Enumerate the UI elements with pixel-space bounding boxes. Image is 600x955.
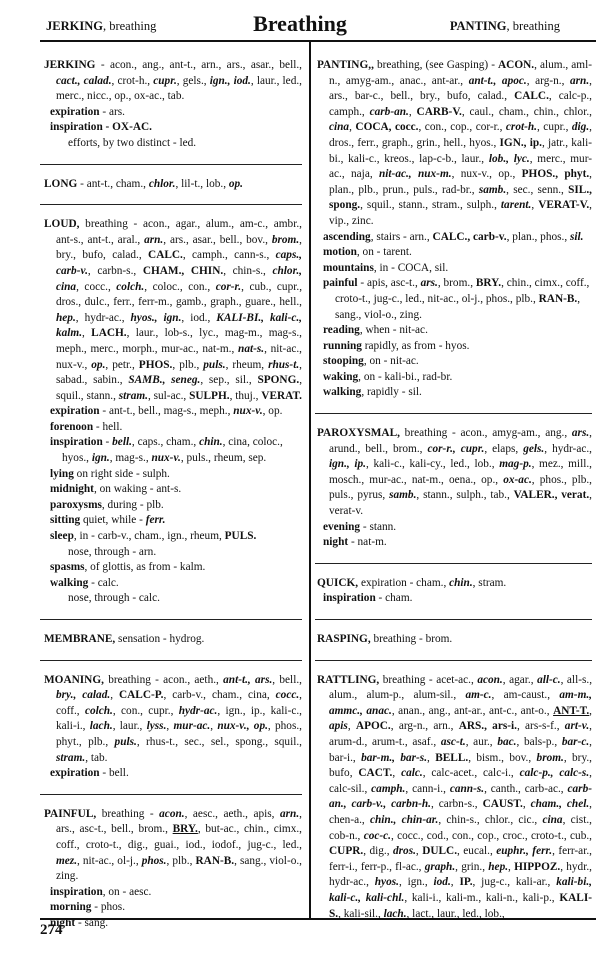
left-column	[44, 58, 302, 932]
divider	[315, 563, 592, 564]
divider	[40, 204, 302, 205]
divider	[40, 794, 302, 795]
entry-moaning: MOANING, breathing - acon., aeth., ant-t., ars., bell., bry., calad., CALC-P., carb-v., cham., cina, cocc., coff., colch., con., cupr., hydr-ac., ign., ip., kali-c., kali-i., lach., laur., lyss., mur-ac., nux-v., op., phos., phyt., plb., puls., rhus-t., sec., sel., spong., squil., stram., tab. expiration - bell.	[44, 673, 302, 780]
divider	[315, 413, 592, 414]
entry-long: LONG - ant-t., cham., chlor., lil-t., lob., op.	[44, 177, 243, 190]
divider	[40, 164, 302, 165]
divider	[40, 619, 302, 620]
entry-rattling: RATTLING, breathing - acet-ac., acon., agar., all-c., all-s., alum., alum-p., alum-sil., am-c., am-caust., am-m., ammc., anac., anan., ang., ant-ar., ant-c., ant-o., ANT-T., apis, APOC., arg-n., arn., ARS., ars-i., ars-s-f., art-v., arum-d., arum-t., asaf., asc-t., aur., bac., bals-p., bar-c., bar-i., bar-m., bar-s., BELL., bism., bov., brom., bry., bufo, CACT., calc., calc-acet., calc-i., calc-p., calc-s., calc-sil., camph., cann-i., cann-s., canth., carb-ac., carb-an., carb-v., carbn-h., carbn-s., CAUST., cham., chel., chen-a., chin., chin-ar., chin-s., chlor., cic., cina, cist., cob-n., coc-c., cocc., cod., con., cop., croc., croto-t., cub., CUPR., dig., dros., DULC., eucal., euphr., ferr., ferr-ar., ferr-i., ferr-p., fl-ac., graph., grin., hep., HIPPOZ., hydr., hydr-ac., hyos., ign., iod., IP., jug-c., kali-ar., kali-bi., kali-c., kali-chl., kali-i., kali-m., kali-n., kali-p., KALI-S., kali-sil., lach., lact., laur., led., lob.,	[317, 673, 593, 920]
divider	[315, 660, 592, 661]
header-rule	[40, 40, 596, 42]
divider	[40, 660, 302, 661]
entry-rasping: RASPING, breathing - brom.	[317, 633, 453, 645]
right-column	[317, 58, 592, 922]
header-title: Breathing	[253, 11, 347, 36]
entry-panting: PANTING,, breathing, (see Gasping) - ACON., alum., aml-n., amyg-am., anac., ant-ar., ant-t., apoc., arg-n., arn., ars., bar-c., bell., bry., bufo, calad., CALC., calc-p., camph., carb-an., CARB-V., caul., cham., chin., chlor., cina, COCA, cocc., con., cop., cor-r., crot-h., cupr., dig., dros., ferr., graph., grin., hell., hyos., IGN., ip., jatr., kali-bi., kali-c., kreos., lap-c-b., laur., lob., lyc., merc., mur-ac., naja, nit-ac., nux-m., nux-v., op., PHOS., phyt., plan., plb., prun., puls., rad-br., samb., sec., senn., SIL., spong., squil., stann., stram., sulph., tarent., VERAT-V., vip., zinc. ascending, stairs - arn., CALC., carb-v., plan., phos., sil. motion, on - tarent. mountains, in - COCA, sil. painful - apis, asc-t., ars., brom., BRY., chin., cimx., coff., croto-t., jug-c., led., nit-ac., ol-j., phos., plb., RAN-B., sang., viol-o., zing. reading, when - nit-ac. running rapidly, as from - hyos. stooping, on - nit-ac. waking, on - kali-bi., rad-br. walking, rapidly - sil.	[317, 59, 592, 399]
column-divider	[309, 42, 311, 918]
entry-painful: PAINFUL, breathing - acon., aesc., aeth., apis, arn., ars., asc-t., bell., brom., BRY., but-ac., chin., cimx., coff., croto-t., dig., guai., iod., iodof., jug-c., led., mez., nit-ac., ol-j., phos., plb., RAN-B., sang., viol-o., zing. inspiration, on - aesc. morning - phos. night - sang.	[44, 807, 303, 929]
entry-jerking: JERKING - acon., ang., ant-t., arn., ars., asar., bell., cact., calad., crot-h., cupr., gels., ign., iod., laur., led., merc., nicc., op., ox-ac., tab. expiration - ars. inspiration - OX-AC. efforts, by two distinct - led.	[44, 59, 302, 149]
divider	[315, 619, 592, 620]
header-left-guideword: JERKING, breathing	[46, 19, 157, 33]
page-header	[0, 0, 600, 40]
entry-loud: LOUD, breathing - acon., agar., alum., am-c., ambr., ant-s., ant-t., aral., arn., ars., asar., bell., bov., brom., bry., bufo, calad., CALC., camph., cann-s., caps., carb-v., carbn-s., CHAM., CHIN., chin-s., chlor., cina, cocc., colch., coloc., con., cor-r., cub., cupr., dros., dulc., ferr., ferr-m., gamb., graph., guare., hell., hep., hydr-ac., hyos., ign., iod., KALI-BI., kali-c., kalm., LACH., laur., lob-s., lyc., mag-m., mag-s., meph., merc., morph., mur-ac., nat-m., nat-s., nit-ac., nux-v., op., petr., PHOS., plb., puls., rheum, rhus-t., sabad., sabin., SAMB., seneg., sep., sil., SPONG., squil., stann., stram., sul-ac., SULPH., thuj., VERAT. expiration - ant-t., bell., mag-s., meph., nux-v., op. forenoon - hell. inspiration - bell., caps., cham., chin., cina, coloc., hyos., ign., mag-s., nux-v., puls., rheum, sep. lying on right side - sulph. midnight, on waking - ant-s. paroxysms, during - plb. sitting quiet, while - ferr. sleep, in - carb-v., cham., ign., rheum, PULS. nose, through - arn. spasms, of glottis, as from - kalm. walking - calc. nose, through - calc.	[44, 218, 303, 605]
header-right-guideword: PANTING, breathing	[449, 19, 560, 33]
entry-quick: QUICK, expiration - cham., chin., stram. inspiration - cham.	[317, 576, 507, 605]
entry-paroxysmal: PAROXYSMAL, breathing - acon., amyg-am., ang., ars., arund., bell., brom., cor-r., cupr., elaps, gels., hydr-ac., ign., ip., kali-c., kali-cy., led., lob., mag-p., mez., mill., mosch., mur-ac., nat-m., oena., op., ox-ac., phos., plb., puls., pyrus, samb., stann., sulph., tab., VALER., verat., verat-v. evening - stann. night - nat-m.	[317, 427, 593, 549]
entry-membrane: MEMBRANE, sensation - hydrog.	[44, 633, 205, 645]
page-number: 274	[40, 922, 63, 938]
